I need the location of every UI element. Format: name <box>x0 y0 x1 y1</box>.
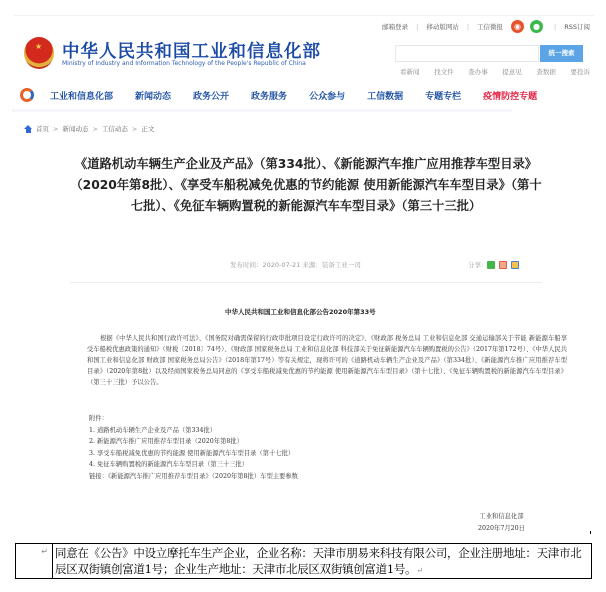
attachment-link[interactable]: 1. 道路机动车辆生产企业及产品（第334批） <box>89 426 217 434</box>
note-table <box>15 543 592 579</box>
chevron-right-icon: > <box>53 124 59 133</box>
article-title: 《道路机动车辆生产企业及产品》（第334批）、《新能源汽车推广应用推荐车型目录》（2020年第8批）、《享受车船税减免优惠的节约能源 使用新能源汽车车型目录》（第十七批）、《免征车辆购置税的新能源汽车车型目录》（第三十三批） <box>70 157 542 213</box>
attachments-label: 附件： <box>89 415 108 422</box>
quick-link-services[interactable]: 查办事 <box>468 68 488 76</box>
signature-org: 工业和信息化部 <box>479 513 524 520</box>
separator: | <box>554 22 557 31</box>
breadcrumb <box>24 124 154 133</box>
note-text: 同意在《公告》中设立摩托车生产企业，企业名称：天津市朋易来科技有限公司，企业注册地址：天津市北辰区双街镇创富道1号；企业生产地址：天津市北辰区双街镇创富道1号。 <box>55 546 582 576</box>
related-link[interactable]: 链接：《新能源汽车推广应用推荐车型目录》（2020年第8批）车型主要参数 <box>89 472 298 480</box>
main-nav <box>20 85 590 105</box>
article-meta: 发布时间：2020-07-21 来源：装备工业一司 <box>230 261 361 269</box>
nav-item-participation[interactable]: 公众参与 <box>309 91 346 102</box>
weibao-link[interactable]: 工信微报 <box>477 23 504 31</box>
quick-link-data[interactable]: 查数据 <box>536 68 556 76</box>
chevron-right-icon: > <box>131 124 138 133</box>
star-icon: ★ <box>35 42 43 51</box>
text-cursor <box>590 531 591 534</box>
attachments <box>89 413 298 483</box>
quick-link-files[interactable]: 找文件 <box>434 68 454 76</box>
quick-link-complaint[interactable]: 要投诉 <box>570 68 590 76</box>
nav-item-services[interactable]: 政务服务 <box>251 91 288 102</box>
signature-date: 2020年7月20日 <box>478 525 525 532</box>
separator: | <box>416 22 419 31</box>
breadcrumb-current: 正文 <box>141 125 155 133</box>
announcement-title: 中华人民共和国工业和信息化部公告2020年第33号 <box>225 308 376 316</box>
note-table-left-cell <box>16 544 53 578</box>
nav-item-open-gov[interactable]: 政务公开 <box>193 91 230 102</box>
attachment-link[interactable]: 3. 享受车船税减免优惠的节约能源 使用新能源汽车车型目录（第十七批） <box>89 449 295 457</box>
top-links <box>382 20 590 33</box>
site-title[interactable]: 中华人民共和国工业和信息化部 <box>62 42 321 62</box>
quick-link-news[interactable]: 看新闻 <box>400 68 420 76</box>
separator: | <box>466 22 470 31</box>
national-emblem-logo[interactable] <box>24 37 54 69</box>
rss-link[interactable]: RSS订阅 <box>564 23 590 31</box>
attachment-link[interactable]: 4. 免征车辆购置税的新能源汽车车型目录（第三十三批） <box>89 461 249 469</box>
breadcrumb-miit-news[interactable]: 工信动态 <box>101 125 128 133</box>
share-label: 分享: <box>468 261 484 269</box>
top-divider <box>14 15 594 16</box>
weibo-share-icon[interactable] <box>499 261 507 269</box>
nav-item-news[interactable]: 新闻动态 <box>135 91 172 102</box>
wechat-icon[interactable]: ● <box>530 20 543 33</box>
paragraph-mark-icon: ↵ <box>416 566 423 575</box>
chevron-right-icon: > <box>92 124 98 133</box>
nav-divider <box>12 109 512 112</box>
breadcrumb-news[interactable]: 新闻动态 <box>62 125 89 133</box>
site-subtitle: Ministry of Industry and Information Technology of the People's Republic of China <box>62 60 306 67</box>
qq-share-icon[interactable] <box>511 261 519 269</box>
mobile-site-link[interactable]: 移动版网站 <box>426 23 459 31</box>
miit-logo-icon[interactable] <box>20 88 34 102</box>
mail-login-link[interactable]: 邮箱登录 <box>382 23 409 31</box>
quick-link-feedback[interactable]: 提意见 <box>502 68 522 76</box>
attachment-link[interactable]: 2. 新能源汽车推广应用推荐车型目录（2020年第8批） <box>89 438 243 446</box>
search-button[interactable]: 统一搜索 <box>540 45 583 62</box>
nav-item-ministry[interactable]: 工业和信息化部 <box>50 91 114 102</box>
search-input[interactable] <box>395 45 539 62</box>
article-body: 根据《中华人民共和国行政许可法》、《国务院对确需保留的行政审批项目设定行政许可的决定》、《财政部 税务总局 工业和信息化部 交通运输部关于节能 新能源车船享受车船税优惠政策的通知》（财税〔2018〕74号）、《财政部 国家税务总局 工业和信息化部 科技部关于免征新能源汽车车辆购置税的公告》（2017年第172号）、《中华人民共和国工业和信息化部 财政部 国家税务总局公告》（2018年第17号）等有关规定，现将许可的《道路机动车辆生产企业及产品》（第334批）、《新能源汽车推广应用推荐车型目录》（2020年第8批）以及经商国家税务总局同意的《享受车船税减免优惠的节约能源 使用新能源汽车车型目录》（第十七批）、《免征车辆购置税的新能源汽车车型目录》（第三十三批）予以公告。 <box>87 335 567 386</box>
wechat-share-icon[interactable] <box>487 261 495 269</box>
nav-item-data[interactable]: 工信数据 <box>367 91 404 102</box>
nav-item-epidemic[interactable]: 疫情防控专题 <box>483 91 538 102</box>
home-icon[interactable] <box>24 125 32 133</box>
nav-item-topics[interactable]: 专题专栏 <box>425 91 462 102</box>
note-table-text-cell <box>53 544 591 578</box>
weibo-icon[interactable]: ◉ <box>511 20 524 33</box>
breadcrumb-home[interactable]: 首页 <box>36 125 49 133</box>
signature <box>478 511 525 535</box>
paragraph-mark-icon: ↵ <box>41 547 48 556</box>
quick-links <box>400 67 590 76</box>
meta-divider <box>70 282 542 283</box>
share-bar <box>468 260 519 269</box>
